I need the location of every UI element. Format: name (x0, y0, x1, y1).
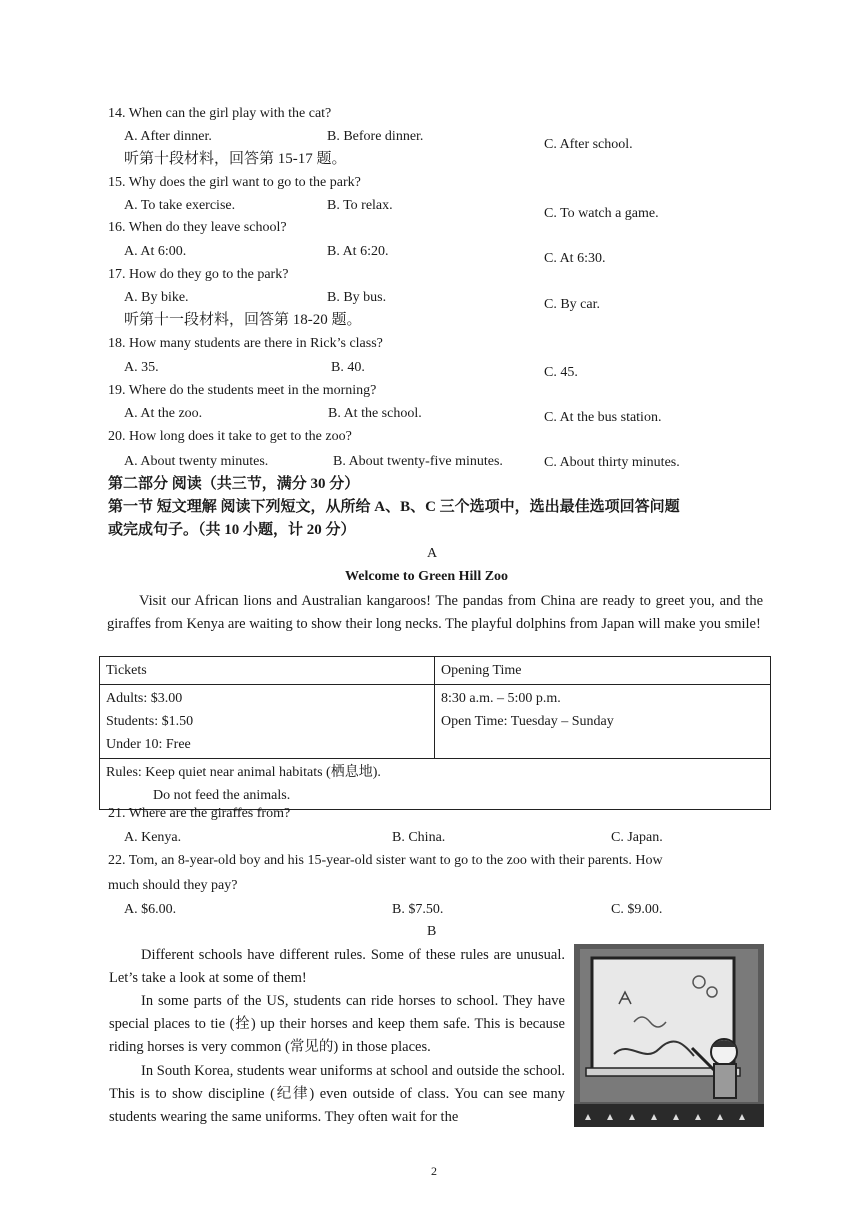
q20-option-a: A. About twenty minutes. (124, 454, 269, 469)
rule-2: Do not feed the animals. (153, 788, 291, 803)
q14-option-c: C. After school. (544, 137, 633, 152)
q15-option-a: A. To take exercise. (124, 198, 236, 213)
q21-stem: 21. Where are the giraffes from? (108, 806, 291, 821)
q18-option-b: B. 40. (331, 360, 365, 375)
q22-option-c: C. $9.00. (611, 902, 663, 917)
classroom-illustration (574, 944, 764, 1127)
part2-instruction-line1: 第一节 短文理解 阅读下列短文，从所给 A、B、C 三个选项中，选出最佳选项回答问题 (108, 499, 680, 515)
section-10-instruction: 听第十段材料，回答第 15-17 题。 (124, 151, 347, 167)
q14-stem: 14. When can the girl play with the cat? (108, 106, 332, 121)
opening-days: Open Time: Tuesday – Sunday (441, 714, 614, 729)
q20-stem: 20. How long does it take to get to the zoo? (108, 429, 352, 444)
passage-b-p3-text: In South Korea, students wear uniforms at school and outside the school. This is to show discipline (纪律) even outside of class. You can see many students wearing the same uniforms. They often wait for the (109, 1063, 565, 1125)
passage-b-letter: B (427, 924, 437, 939)
q20-option-c: C. About thirty minutes. (544, 455, 680, 470)
q16-option-b: B. At 6:20. (327, 244, 389, 259)
passage-b-paragraph-1 (109, 944, 565, 990)
rules-cell (100, 759, 771, 810)
page-number: 2 (431, 1164, 437, 1178)
part2-instruction-line2: 或完成句子。（共 10 小题，计 20 分） (108, 522, 356, 538)
q19-stem: 19. Where do the students meet in the morning? (108, 383, 377, 398)
q17-option-b: B. By bus. (327, 290, 387, 305)
ticket-prices-cell (100, 685, 435, 759)
opening-time-cell (435, 685, 771, 759)
zoo-info-table (99, 656, 771, 810)
q16-option-a: A. At 6:00. (124, 244, 187, 259)
passage-b-paragraph-3 (109, 1060, 565, 1129)
q19-option-a: A. At the zoo. (124, 406, 203, 421)
q18-option-a: A. 35. (124, 360, 159, 375)
rule-1: Rules: Keep quiet near animal habitats (栖息地). (106, 765, 381, 780)
student-price: Students: $1.50 (106, 714, 194, 729)
q21-option-a: A. Kenya. (124, 830, 182, 845)
q22-option-a: A. $6.00. (124, 902, 177, 917)
passage-a-body-text: Visit our African lions and Australian kangaroos! The pandas from China are ready to greet you, and the giraffes from Kenya are waiting to show their long necks. The playful dolphins from Japan will make you smile! (107, 593, 763, 632)
q22-stem-line2: much should they pay? (108, 878, 238, 893)
q21-option-c: C. Japan. (611, 830, 663, 845)
q14-option-b: B. Before dinner. (327, 129, 424, 144)
q19-option-b: B. At the school. (328, 406, 422, 421)
q22-option-b: B. $7.50. (392, 902, 444, 917)
passage-a-body (107, 590, 763, 636)
section-11-instruction: 听第十一段材料，回答第 18-20 题。 (124, 312, 362, 328)
opening-hours: 8:30 a.m. – 5:00 p.m. (441, 691, 561, 706)
q15-option-b: B. To relax. (327, 198, 393, 213)
q17-stem: 17. How do they go to the park? (108, 267, 289, 282)
q18-stem: 18. How many students are there in Rick’s class? (108, 336, 383, 351)
under-10-price: Under 10: Free (106, 737, 191, 752)
passage-b-paragraph-2 (109, 990, 565, 1059)
q15-stem: 15. Why does the girl want to go to the park? (108, 175, 361, 190)
q17-option-c: C. By car. (544, 297, 600, 312)
q16-stem: 16. When do they leave school? (108, 220, 287, 235)
q18-option-c: C. 45. (544, 365, 578, 380)
q20-option-b: B. About twenty-five minutes. (333, 454, 503, 469)
q14-option-a: A. After dinner. (124, 129, 212, 144)
passage-b-p1-text: Different schools have different rules. Some of these rules are unusual. Let’s take a look at some of them! (109, 947, 565, 986)
passage-b-p2-text: In some parts of the US, students can ride horses to school. They have special places to tie (拴) up their horses and keep them safe. This is because riding horses is very common (常见的) in those places. (109, 993, 565, 1055)
q22-stem-line1: 22. Tom, an 8-year-old boy and his 15-year-old sister want to go to the zoo with their parents. How (108, 853, 663, 868)
q16-option-c: C. At 6:30. (544, 251, 606, 266)
passage-a-letter: A (427, 546, 438, 561)
passage-a-title: Welcome to Green Hill Zoo (345, 569, 509, 584)
adult-price: Adults: $3.00 (106, 691, 183, 706)
q17-option-a: A. By bike. (124, 290, 189, 305)
q21-option-b: B. China. (392, 830, 446, 845)
part2-heading: 第二部分 阅读（共三节，满分 30 分） (108, 476, 360, 492)
q15-option-c: C. To watch a game. (544, 206, 659, 221)
tickets-header: Tickets (100, 657, 435, 685)
q19-option-c: C. At the bus station. (544, 410, 662, 425)
opening-time-header: Opening Time (435, 657, 771, 685)
